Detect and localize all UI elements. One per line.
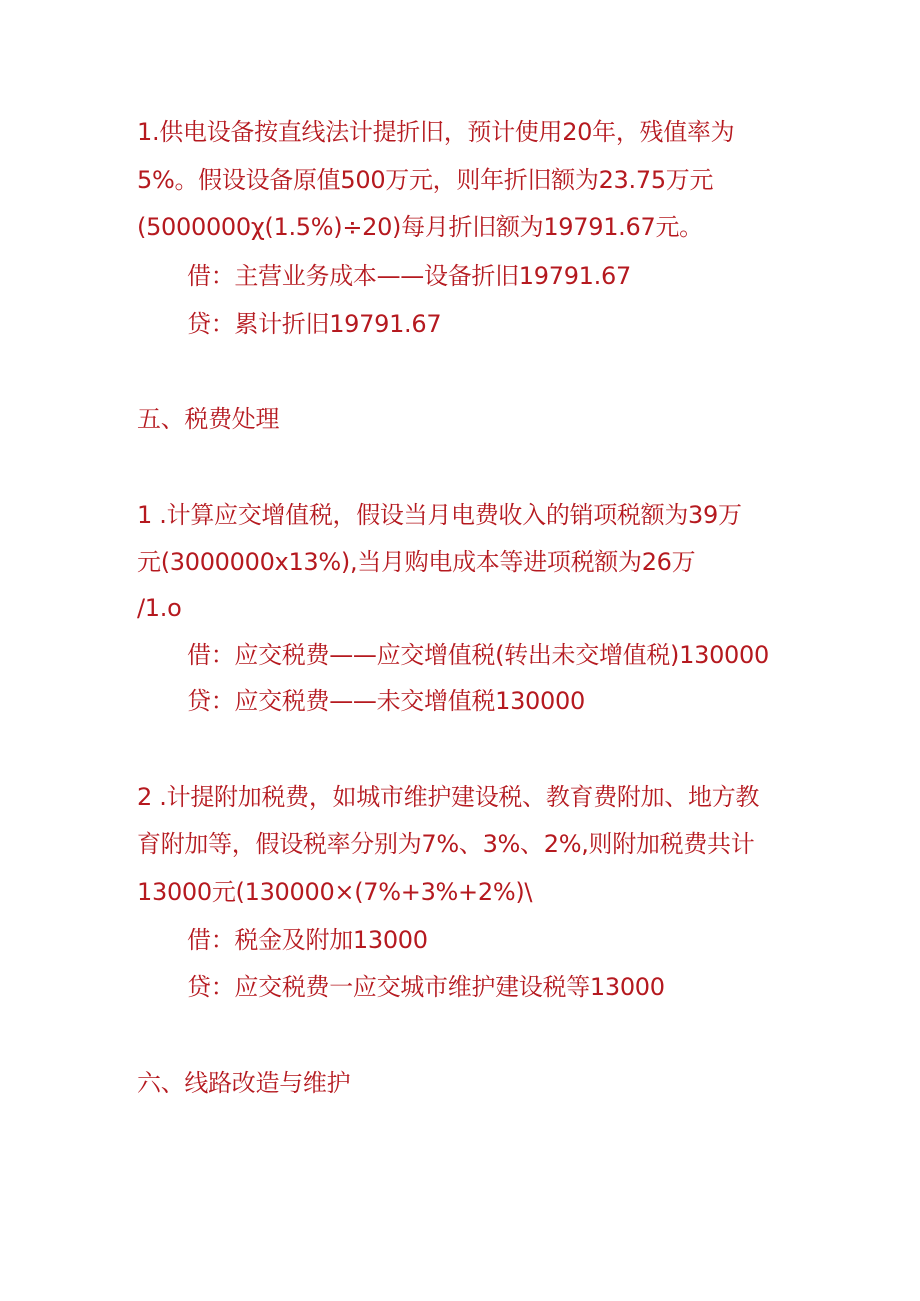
depreciation-debit-entry: 借：主营业务成本——设备折旧19791.67 — [187, 262, 631, 290]
surtax-credit-entry: 贷：应交税费一应交城市维护建设税等13000 — [187, 973, 665, 1001]
vat-paragraph-line-2: 元(3000000x13%),当月购电成本等进项税额为26万 — [137, 548, 696, 576]
surtax-paragraph-line-1: 2 .计提附加税费，如城市维护建设税、教育费附加、地方教 — [137, 783, 760, 811]
vat-paragraph-line-1: 1 .计算应交增值税，假设当月电费收入的销项税额为39万 — [137, 501, 742, 529]
vat-debit-entry: 借：应交税费——应交增值税(转出未交增值税)130000 — [187, 641, 769, 669]
surtax-debit-entry: 借：税金及附加13000 — [187, 926, 428, 954]
depreciation-paragraph-line-1: 1.供电设备按直线法计提折旧，预计使用20年，残值率为 — [137, 118, 735, 146]
surtax-paragraph-line-2: 育附加等，假设税率分别为7%、3%、2%,则附加税费共计 — [137, 830, 755, 858]
vat-paragraph-line-3: ∕1.o — [137, 594, 182, 622]
depreciation-paragraph-line-2: 5%。假设设备原值500万元，则年折旧额为23.75万元 — [137, 166, 714, 194]
depreciation-credit-entry: 贷：累计折旧19791.67 — [187, 310, 442, 338]
depreciation-paragraph-line-3: (5000000χ(1.5%)÷20)每月折旧额为19791.67元。 — [137, 213, 703, 241]
vat-credit-entry: 贷：应交税费——未交增值税130000 — [187, 687, 585, 715]
section-heading-line-maintenance: 六、线路改造与维护 — [137, 1069, 351, 1097]
section-heading-tax: 五、税费处理 — [137, 405, 280, 433]
surtax-paragraph-line-3: 13000元(130000×(7%+3%+2%)\ — [137, 878, 533, 906]
